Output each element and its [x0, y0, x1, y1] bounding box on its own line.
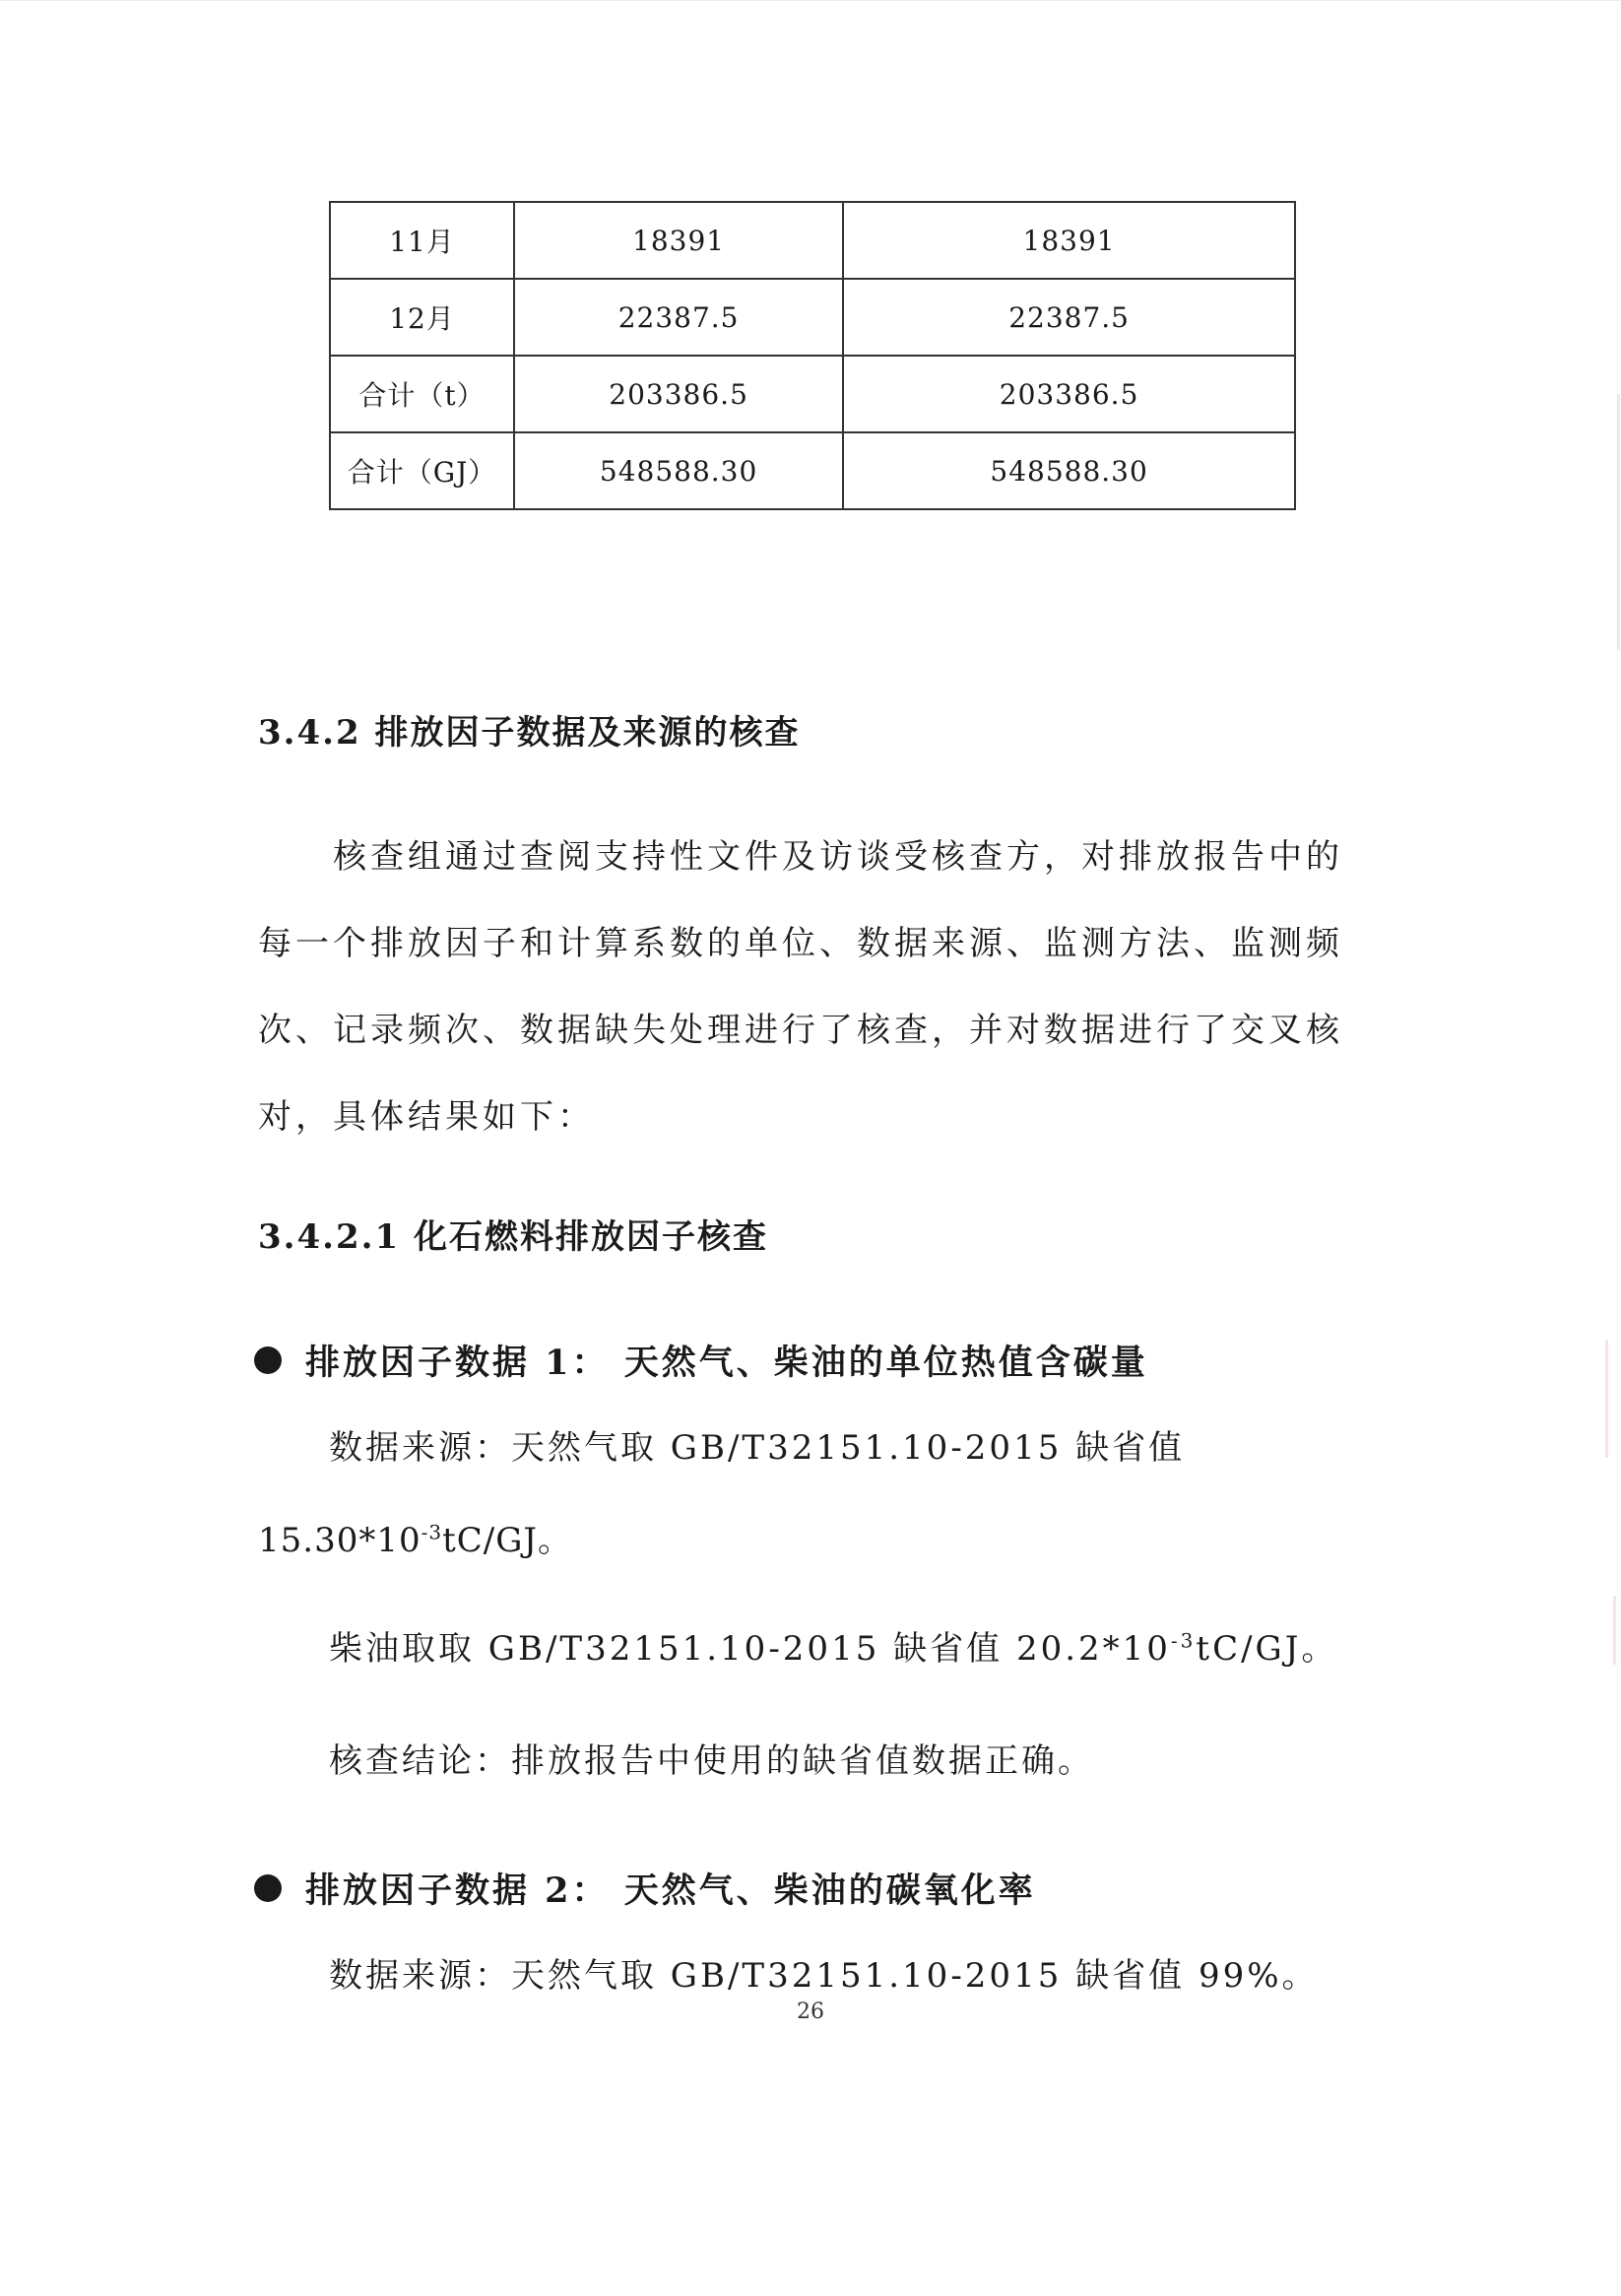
factor2-title: 排放因子数据 2： 天然气、柴油的碳氧化率	[305, 1870, 1036, 1911]
seal-stamp-edge	[1603, 394, 1620, 650]
seal-stamp-edge	[1593, 1340, 1608, 1458]
factor1-value-exponent: -3	[421, 1520, 443, 1544]
bullet-icon	[254, 1874, 282, 1902]
diesel-value-suffix: tC/GJ。	[1196, 1629, 1338, 1669]
table-cell-value: 548588.30	[514, 432, 843, 509]
paragraph-line: 次、记录频次、数据缺失处理进行了核查，并对数据进行了交叉核	[258, 1011, 1343, 1050]
subsection-heading: 3.4.2.1 化石燃料排放因子核查	[258, 1217, 768, 1257]
factor2-bullet	[254, 1864, 1036, 1913]
bullet-icon	[254, 1346, 282, 1374]
seal-stamp-edge	[1601, 1596, 1616, 1665]
table-cell-value: 22387.5	[843, 279, 1295, 356]
table-row	[330, 356, 1295, 432]
paragraph-line: 每一个排放因子和计算系数的单位、数据来源、监测方法、监测频	[258, 924, 1343, 963]
paragraph-line: 对，具体结果如下：	[258, 1097, 595, 1137]
section-heading: 3.4.2 排放因子数据及来源的核查	[258, 713, 801, 753]
diesel-value-prefix: 柴油取取 GB/T32151.10-2015 缺省值 20.2*10	[329, 1629, 1171, 1669]
table-cell-value: 22387.5	[514, 279, 843, 356]
table-cell-month: 11月	[330, 202, 514, 279]
paragraph-line: 核查组通过查阅支持性文件及访谈受核查方，对排放报告中的	[333, 837, 1343, 877]
factor1-source-line: 数据来源：天然气取 GB/T32151.10-2015 缺省值	[329, 1428, 1186, 1468]
factor1-value-prefix: 15.30*10	[258, 1521, 421, 1560]
table-row	[330, 202, 1295, 279]
factor1-value-suffix: tC/GJ。	[442, 1521, 573, 1560]
factor1-source-value	[258, 1513, 1361, 1561]
diesel-value-exponent: -3	[1170, 1628, 1197, 1653]
table-row	[330, 279, 1295, 356]
table-cell-month: 12月	[330, 279, 514, 356]
table-cell-value: 203386.5	[514, 356, 843, 432]
factor1-diesel-line	[329, 1621, 1432, 1670]
table-cell-total-label: 合计（t）	[330, 356, 514, 432]
table-cell-value: 18391	[843, 202, 1295, 279]
fuel-consumption-table	[329, 201, 1296, 510]
table-cell-value: 18391	[514, 202, 843, 279]
table-cell-value: 203386.5	[843, 356, 1295, 432]
factor1-conclusion: 核查结论：排放报告中使用的缺省值数据正确。	[329, 1741, 1094, 1781]
page-number: 26	[797, 2000, 824, 2024]
factor1-title: 排放因子数据 1： 天然气、柴油的单位热值含碳量	[305, 1343, 1148, 1383]
table-row	[330, 432, 1295, 509]
table-cell-value: 548588.30	[843, 432, 1295, 509]
table-cell-total-label: 合计（GJ）	[330, 432, 514, 509]
factor1-bullet	[254, 1336, 1148, 1385]
factor2-source-line: 数据来源：天然气取 GB/T32151.10-2015 缺省值 99%。	[329, 1956, 1319, 1996]
